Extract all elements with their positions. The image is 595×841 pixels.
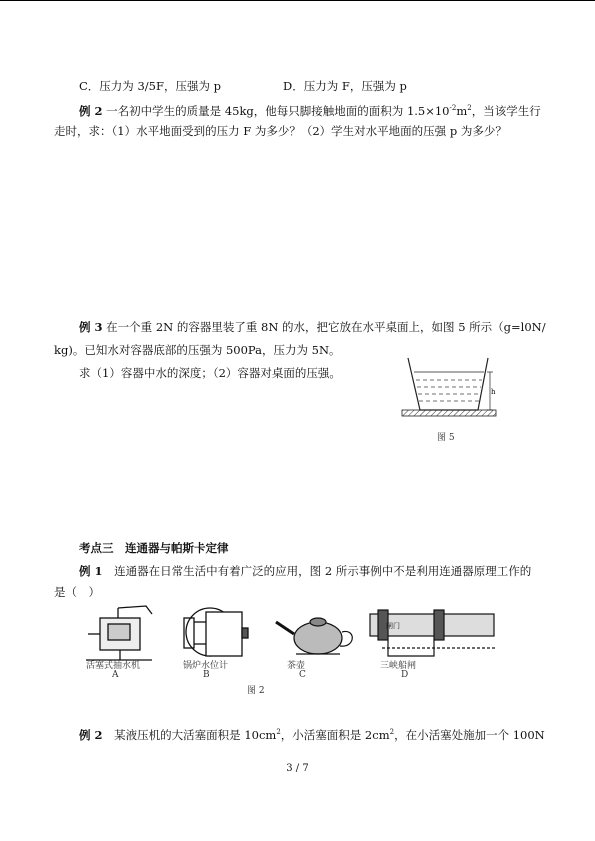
depth-label: h — [491, 388, 496, 396]
example2-text: 一名初中学生的质量是 45kg，他每只脚接触地面的面积为 1.5×10 — [106, 103, 450, 118]
exponent: 2 — [389, 728, 395, 736]
exponent: 2 — [276, 728, 281, 736]
water-gauge-illustration — [184, 608, 248, 656]
figure-2-caption: 图 2 — [247, 686, 265, 696]
option-c: C．压力为 3/5F，压强为 p — [79, 79, 221, 93]
figure-item-caption-b: 锅炉水位计 — [183, 661, 229, 671]
example-label: 例 2 — [79, 103, 103, 118]
example-label: 例 2 — [79, 727, 103, 742]
section3-example1-line1 — [79, 564, 531, 578]
svg-text:闸门: 闸门 — [386, 622, 400, 630]
example-label: 例 1 — [79, 564, 103, 578]
figure-5-caption: 图 5 — [437, 433, 455, 443]
example2-text-end: ，在小活塞处施加一个 100N — [394, 727, 545, 742]
example3-line3: 求（1）容器中水的深度；（2）容器对桌面的压强。 — [79, 366, 341, 380]
section3-example1-line2: 是（ ） — [54, 585, 100, 599]
example2-text-mid: ，小活塞面积是 2cm — [280, 727, 390, 742]
teapot-illustration — [276, 618, 352, 654]
example2-line2: 走时，求：（1）水平地面受到的压力 F 为多少？（2）学生对水平地面的压强 p 为多少？ — [54, 124, 507, 138]
example3-text: 在一个重 2N 的容器里装了重 8N 的水，把它放在水平桌面上，如图 5 所示（g=l0N/ — [106, 320, 546, 334]
figure-item-letter-c: C — [299, 670, 306, 680]
figure-item-letter-b: B — [203, 670, 210, 680]
example3-line1 — [79, 320, 546, 334]
exponent: 2 — [467, 104, 472, 112]
figure-item-letter-a: A — [112, 670, 119, 680]
example1-text: 连通器在日常生活中有着广泛的应用，图 2 所示事例中不是利用连通器原理工作的 — [114, 564, 532, 578]
example-label: 例 3 — [79, 320, 103, 334]
exponent: -2 — [449, 104, 457, 112]
figure-item-caption-c: 茶壶 — [287, 661, 306, 671]
unit: m — [456, 103, 468, 118]
figure-item-caption-a: 活塞式抽水机 — [86, 661, 141, 671]
example2-text: 某液压机的大活塞面积是 10cm — [114, 727, 277, 742]
piston-pump-illustration — [86, 606, 152, 660]
figure-item-letter-d: D — [401, 670, 409, 680]
section3-example2-line1 — [79, 725, 545, 742]
example3-line2: kg)。已知水对容器底部的压强为 500Pa，压力为 5N。 — [54, 343, 341, 357]
page-top-border — [0, 0, 595, 1]
ship-lock-illustration — [370, 610, 496, 656]
page-number: 3 / 7 — [286, 763, 309, 774]
figure-item-caption-d: 三峡船闸 — [380, 661, 417, 671]
option-d: D．压力为 F，压强为 p — [283, 79, 407, 93]
example2-line1 — [79, 101, 541, 118]
section-title: 考点三 连通器与帕斯卡定律 — [79, 541, 229, 555]
figure-5-container — [400, 356, 500, 426]
example2-text-end: ，当该学生行 — [471, 103, 541, 118]
